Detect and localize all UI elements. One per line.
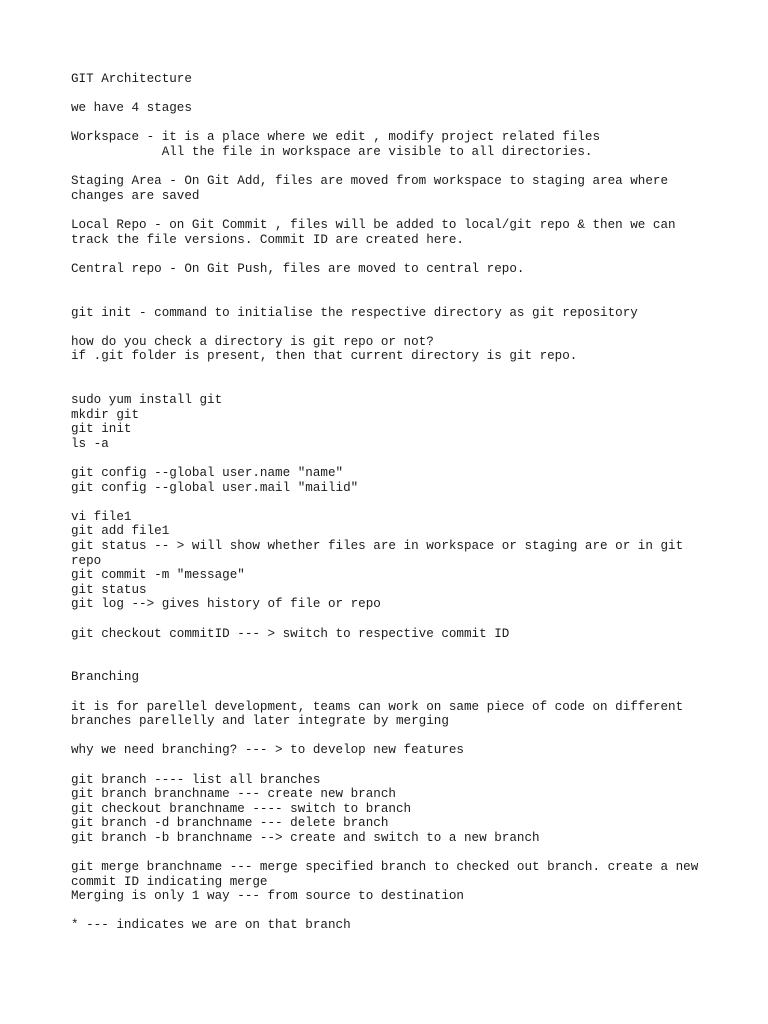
text-line: Workspace - it is a place where we edit , modify project related files: [71, 130, 601, 145]
text-line: sudo yum install git: [71, 393, 223, 408]
text-line: Local Repo - on Git Commit , files will be added to local/git repo & then we can: [71, 217, 676, 232]
text-line: it is for parellel development, teams can work on same piece of code on different: [71, 699, 684, 714]
text-line: branches parellelly and later integrate by merging: [71, 714, 449, 729]
text-line: Merging is only 1 way --- from source to destination: [71, 889, 464, 904]
text-line: why we need branching? --- > to develop new features: [71, 743, 464, 758]
blank-line: [71, 160, 721, 175]
text-line: track the file versions. Commit ID are created here.: [71, 232, 464, 247]
text-line: git checkout commitID --- > switch to respective commit ID: [71, 626, 510, 641]
text-line: how do you check a directory is git repo or not?: [71, 334, 434, 349]
text-line: git status -- > will show whether files are in workspace or staging are or in git: [71, 539, 684, 553]
blank-line: [71, 378, 721, 393]
blank-line: [71, 612, 721, 627]
text-line: if .git folder is present, then that current directory is git repo.: [71, 349, 578, 364]
text-line: ls -a: [71, 436, 109, 451]
blank-line: [71, 845, 721, 860]
text-line: Central repo - On Git Push, files are moved to central repo.: [71, 261, 525, 276]
text-line: git config --global user.mail "mailid": [71, 480, 359, 495]
text-line: vi file1: [71, 509, 132, 524]
blank-line: [71, 729, 721, 744]
text-line: repo: [71, 553, 102, 568]
text-line: git merge branchname --- merge specified branch to checked out branch. create a new: [71, 860, 699, 875]
text-line: git init - command to initialise the respective directory as git repository: [71, 305, 638, 320]
text-line: git checkout branchname ---- switch to branch: [71, 801, 412, 816]
text-line: git commit -m "message": [71, 568, 245, 583]
text-line: changes are saved: [71, 188, 200, 203]
blank-line: [71, 685, 721, 700]
text-line: git branch branchname --- create new branch: [71, 787, 396, 802]
text-line: * --- indicates we are on that branch: [71, 918, 351, 933]
text-line: git config --global user.name "name": [71, 466, 344, 481]
text-line: mkdir git: [71, 407, 140, 422]
text-line: All the file in workspace are visible to all directories.: [71, 144, 593, 159]
text-line: Branching: [71, 670, 140, 685]
text-line: git init: [71, 422, 132, 437]
text-line: git branch -d branchname --- delete branch: [71, 816, 389, 831]
text-line: git branch -b branchname --> create and switch to a new branch: [71, 830, 540, 845]
text-line: git add file1: [71, 524, 170, 539]
blank-line: [71, 203, 721, 218]
blank-line: [71, 320, 721, 335]
blank-line: [71, 291, 721, 306]
blank-line: [71, 247, 721, 262]
text-line: GIT Architecture: [71, 72, 192, 86]
text-line: Staging Area - On Git Add, files are moved from workspace to staging area where: [71, 174, 669, 189]
blank-line: [71, 758, 721, 773]
blank-line: [71, 364, 721, 379]
blank-line: [71, 451, 721, 466]
blank-line: [71, 904, 721, 919]
blank-line: [71, 641, 721, 656]
blank-line: [71, 495, 721, 510]
text-line: git log --> gives history of file or repo: [71, 597, 381, 612]
document-body: [71, 72, 721, 933]
text-line: commit ID indicating merge: [71, 874, 268, 889]
blank-line: [71, 656, 721, 671]
text-line: git status: [71, 582, 147, 597]
text-line: git branch ---- list all branches: [71, 772, 321, 787]
blank-line: [71, 116, 721, 131]
text-line: we have 4 stages: [71, 101, 192, 116]
blank-line: [71, 276, 721, 291]
blank-line: [71, 87, 721, 102]
